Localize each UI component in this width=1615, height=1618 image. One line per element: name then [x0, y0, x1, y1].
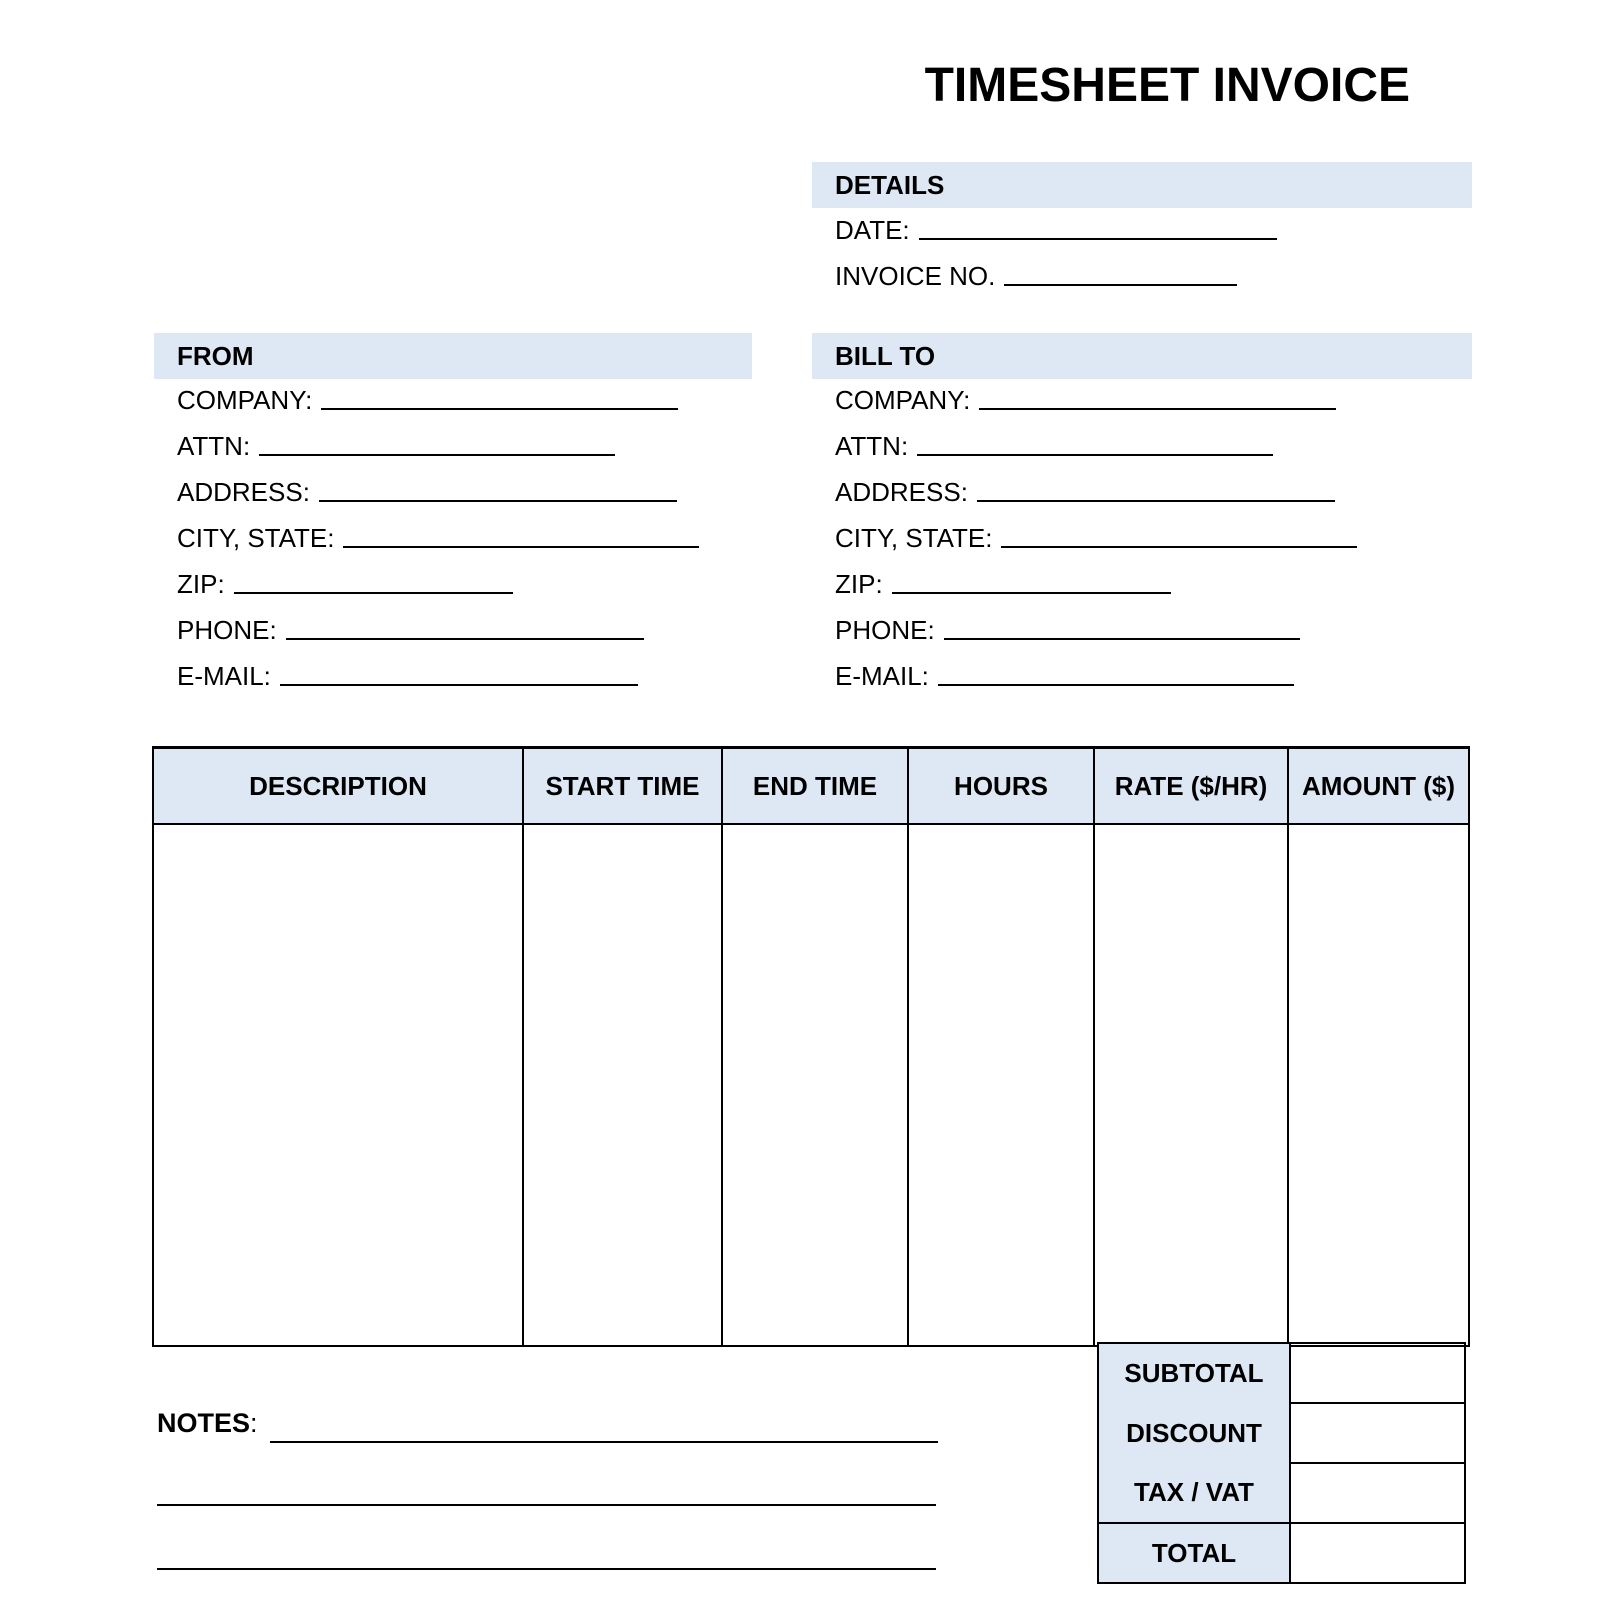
- column-header-start-time: START TIME: [523, 748, 722, 825]
- notes-line-1[interactable]: [270, 1441, 938, 1443]
- bill-to-zip-field[interactable]: [835, 569, 1171, 600]
- from-company-field[interactable]: [177, 385, 678, 416]
- input-line[interactable]: [321, 407, 678, 410]
- bill-to-heading: BILL TO: [835, 341, 936, 371]
- bill-to-phone-field[interactable]: [835, 615, 1300, 646]
- tax-row: [1098, 1463, 1465, 1523]
- input-line[interactable]: [944, 637, 1300, 640]
- from-zip-field[interactable]: [177, 569, 513, 600]
- notes-colon: :: [250, 1408, 258, 1438]
- from-heading: FROM: [177, 341, 254, 371]
- bill-to-attn-field[interactable]: [835, 431, 1273, 462]
- field-label: ATTN:: [835, 431, 909, 461]
- timesheet-table: [152, 746, 1470, 1347]
- details-heading: DETAILS: [835, 170, 945, 200]
- page-title: TIMESHEET INVOICE: [924, 59, 1410, 112]
- invoice-no-input-line[interactable]: [1004, 283, 1237, 286]
- date-input-line[interactable]: [919, 237, 1277, 240]
- table-row: [153, 824, 1469, 1346]
- field-label: E-MAIL:: [835, 661, 929, 691]
- column-header-hours: HOURS: [908, 748, 1094, 825]
- bill-to-company-field[interactable]: [835, 385, 1336, 416]
- table-header-row: [153, 748, 1469, 825]
- bill-to-email-field[interactable]: [835, 661, 1294, 692]
- input-line[interactable]: [343, 545, 699, 548]
- discount-row: [1098, 1403, 1465, 1463]
- details-invoice-no-field[interactable]: [835, 261, 1237, 292]
- start-time-cell[interactable]: [523, 824, 722, 1346]
- field-label: ATTN:: [177, 431, 251, 461]
- total-value[interactable]: [1290, 1523, 1465, 1583]
- notes-label: [157, 1408, 258, 1439]
- discount-value[interactable]: [1290, 1403, 1465, 1463]
- from-email-field[interactable]: [177, 661, 638, 692]
- field-label: CITY, STATE:: [835, 523, 993, 553]
- field-label: PHONE:: [177, 615, 277, 645]
- input-line[interactable]: [938, 683, 1294, 686]
- notes-line-2[interactable]: [157, 1504, 936, 1506]
- field-label: ADDRESS:: [177, 477, 310, 507]
- input-line[interactable]: [917, 453, 1273, 456]
- input-line[interactable]: [1001, 545, 1357, 548]
- column-header-end-time: END TIME: [722, 748, 908, 825]
- field-label: CITY, STATE:: [177, 523, 335, 553]
- subtotal-value[interactable]: [1290, 1343, 1465, 1403]
- subtotal-label: SUBTOTAL: [1098, 1343, 1290, 1403]
- field-label: E-MAIL:: [177, 661, 271, 691]
- total-label: TOTAL: [1098, 1523, 1290, 1583]
- total-row: [1098, 1523, 1465, 1583]
- from-city-state-field[interactable]: [177, 523, 699, 554]
- field-label: DATE:: [835, 215, 910, 245]
- subtotal-row: [1098, 1343, 1465, 1403]
- bill-to-address-field[interactable]: [835, 477, 1335, 508]
- column-header-rate: RATE ($/HR): [1094, 748, 1288, 825]
- field-label: ZIP:: [835, 569, 883, 599]
- input-line[interactable]: [319, 499, 677, 502]
- notes-label-text: NOTES: [157, 1408, 251, 1438]
- input-line[interactable]: [286, 637, 644, 640]
- details-date-field[interactable]: [835, 215, 1277, 246]
- tax-value[interactable]: [1290, 1463, 1465, 1523]
- field-label: ZIP:: [177, 569, 225, 599]
- discount-label: DISCOUNT: [1098, 1403, 1290, 1463]
- column-header-amount: AMOUNT ($): [1288, 748, 1469, 825]
- hours-cell[interactable]: [908, 824, 1094, 1346]
- field-label: PHONE:: [835, 615, 935, 645]
- notes-line-3[interactable]: [157, 1568, 936, 1570]
- input-line[interactable]: [977, 499, 1335, 502]
- tax-label: TAX / VAT: [1098, 1463, 1290, 1523]
- input-line[interactable]: [892, 591, 1171, 594]
- amount-cell[interactable]: [1288, 824, 1469, 1346]
- input-line[interactable]: [259, 453, 615, 456]
- summary-table: [1097, 1342, 1466, 1584]
- field-label: INVOICE NO.: [835, 261, 996, 291]
- from-header: [154, 333, 752, 379]
- column-header-description: DESCRIPTION: [153, 748, 523, 825]
- input-line[interactable]: [979, 407, 1336, 410]
- details-header: [812, 162, 1472, 208]
- input-line[interactable]: [234, 591, 513, 594]
- field-label: COMPANY:: [835, 385, 971, 415]
- from-attn-field[interactable]: [177, 431, 615, 462]
- input-line[interactable]: [280, 683, 638, 686]
- from-phone-field[interactable]: [177, 615, 644, 646]
- bill-to-header: [812, 333, 1472, 379]
- bill-to-city-state-field[interactable]: [835, 523, 1357, 554]
- end-time-cell[interactable]: [722, 824, 908, 1346]
- from-address-field[interactable]: [177, 477, 677, 508]
- rate-cell[interactable]: [1094, 824, 1288, 1346]
- description-cell[interactable]: [153, 824, 523, 1346]
- field-label: ADDRESS:: [835, 477, 968, 507]
- field-label: COMPANY:: [177, 385, 313, 415]
